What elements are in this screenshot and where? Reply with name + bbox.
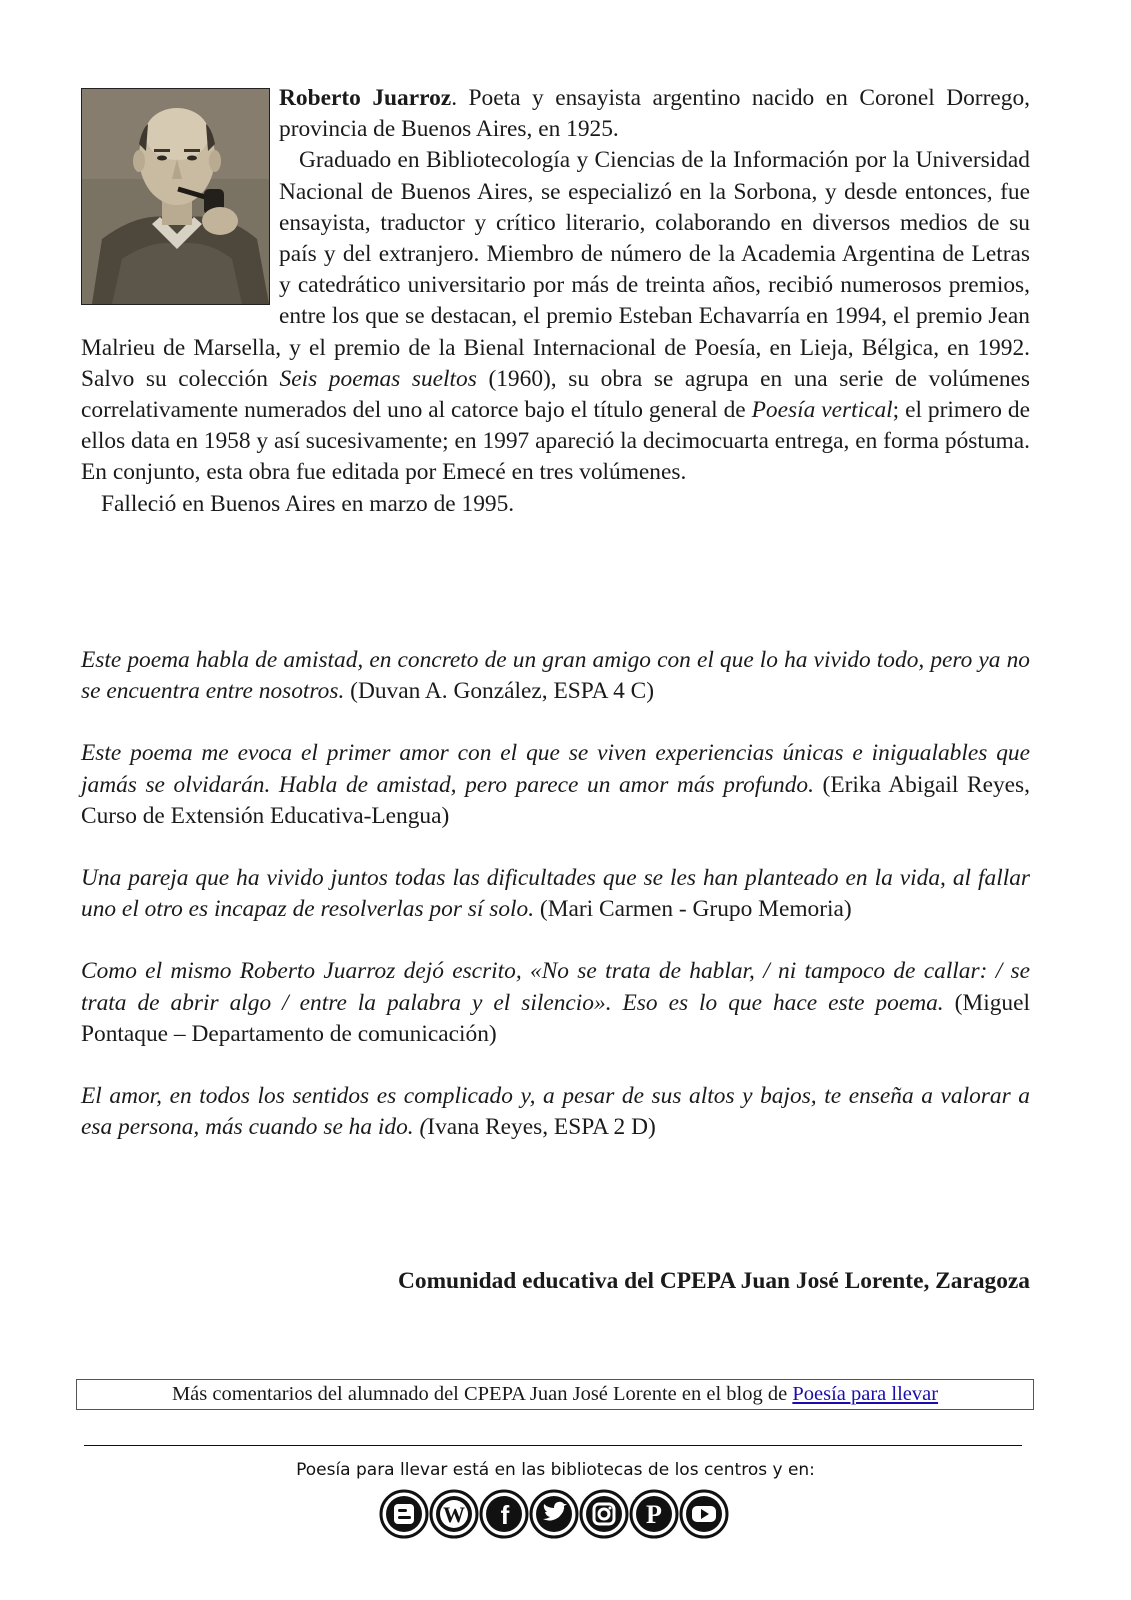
bio-intro: . Poeta y ensayista argentino nacido en Coronel Dorrego, provincia de Buenos Aires, en 1925. — [279, 85, 1031, 143]
comment — [81, 738, 1030, 832]
comment-quote: Como el mismo Roberto Juarroz dejó escrito, «No se trata de hablar, / ni tampoco de callar: / se trata de abrir algo / entre la palabra y el silencio». Eso es lo que hace este poema. — [81, 958, 1030, 1016]
comment — [81, 863, 1030, 925]
comment-author: Ivana Reyes, ESPA 2 D) — [427, 1114, 656, 1141]
author-bio — [81, 83, 1030, 520]
instagram-icon[interactable] — [579, 1489, 629, 1539]
pinterest-icon[interactable] — [629, 1489, 679, 1539]
svg-text:P: P — [646, 1500, 662, 1529]
author-portrait — [81, 88, 270, 305]
book-title: Poesía vertical — [751, 397, 893, 424]
comment-quote: Este poema me evoca el primer amor con el que se viven experiencias únicas e inigualables que jamás se olvidarán. Habla de amistad, pero parece un amor más profundo. — [81, 740, 1030, 798]
comment — [81, 956, 1030, 1050]
blog-link[interactable]: Poesía para llevar — [792, 1383, 939, 1405]
comment-author: (Mari Carmen - Grupo Memoria) — [534, 896, 852, 923]
more-comments-text: Más comentarios del alumnado del CPEPA Juan José Lorente en el blog de — [171, 1383, 793, 1405]
footer-text: Poesía para llevar está en las bibliotecas de los centros y en: — [296, 1460, 815, 1480]
comment — [81, 645, 1030, 707]
bio-text: Graduado en Bibliotecología y Ciencias de la Información por la Universidad Nacional de Buenos Aires, se especializó en la Sorbona, y desde entonces, fue ensayista, traductor y crítico literario, colaborando en diversos medios de su país y del extranjero. Miembro de número de la Academia Argentina de Letras y catedrático universitario por más de treinta años, recibió numerosos premios, entre los que se destacan, el premio Esteban Echavarría en 1994, el premio Jean Malrieu de Marsella, y el premio de la Bienal Internacional de Poesía, en Lieja, Bélgica, en 1992. Salvo su colección — [81, 147, 1030, 392]
wordpress-icon[interactable] — [429, 1489, 479, 1539]
comment — [81, 1081, 1030, 1143]
svg-text:f: f — [500, 1500, 510, 1530]
comments-section — [81, 645, 1030, 1174]
comment-author: (Duvan A. González, ESPA 4 C) — [344, 678, 655, 705]
svg-text:W: W — [443, 1502, 465, 1527]
comment-quote: Una pareja que ha vivido juntos todas las dificultades que se les han planteado en la vida, al fallar uno el otro es incapaz de resolverlas por sí solo. — [81, 865, 1030, 923]
comment-author: (Miguel Pontaque – Departamento de comunicación) — [81, 989, 1030, 1047]
footer-divider — [84, 1445, 1022, 1446]
more-comments-box — [76, 1379, 1034, 1410]
bio-death: Falleció en Buenos Aires en marzo de 1995. — [101, 490, 515, 517]
comment-quote: Este poema habla de amistad, en concreto de un gran amigo con el que lo ha vivido todo, pero ya no se encuentra entre nosotros. — [81, 647, 1030, 705]
signature: Comunidad educativa del CPEPA Juan José Lorente, Zaragoza — [397, 1268, 1030, 1294]
book-title: Seis poemas sueltos — [279, 365, 477, 392]
bio-text: ; el primero de ellos data en 1958 y así sucesivamente; en 1997 apareció la decimocuarta entrega, en forma póstuma. En conjunto, esta obra fue editada por Emecé en tres volúmenes. — [81, 397, 1030, 486]
twitter-icon[interactable] — [529, 1489, 579, 1539]
comment-quote: El amor, en todos los sentidos es complicado y, a pesar de sus altos y bajos, te enseña a valorar a esa persona, más cuando se ha ido. ( — [81, 1083, 1030, 1141]
social-icons — [379, 1489, 731, 1541]
youtube-icon[interactable] — [679, 1489, 729, 1539]
author-name: Roberto Juarroz — [279, 85, 452, 111]
facebook-icon[interactable] — [479, 1489, 529, 1539]
comment-author: (Erika Abigail Reyes, Curso de Extensión Educativa-Lengua) — [81, 771, 1030, 829]
bio-text: (1960), su obra se agrupa en una serie de volúmenes correlativamente numerados del uno al catorce bajo el título general de — [81, 365, 1031, 424]
blogger-icon[interactable] — [379, 1489, 429, 1539]
